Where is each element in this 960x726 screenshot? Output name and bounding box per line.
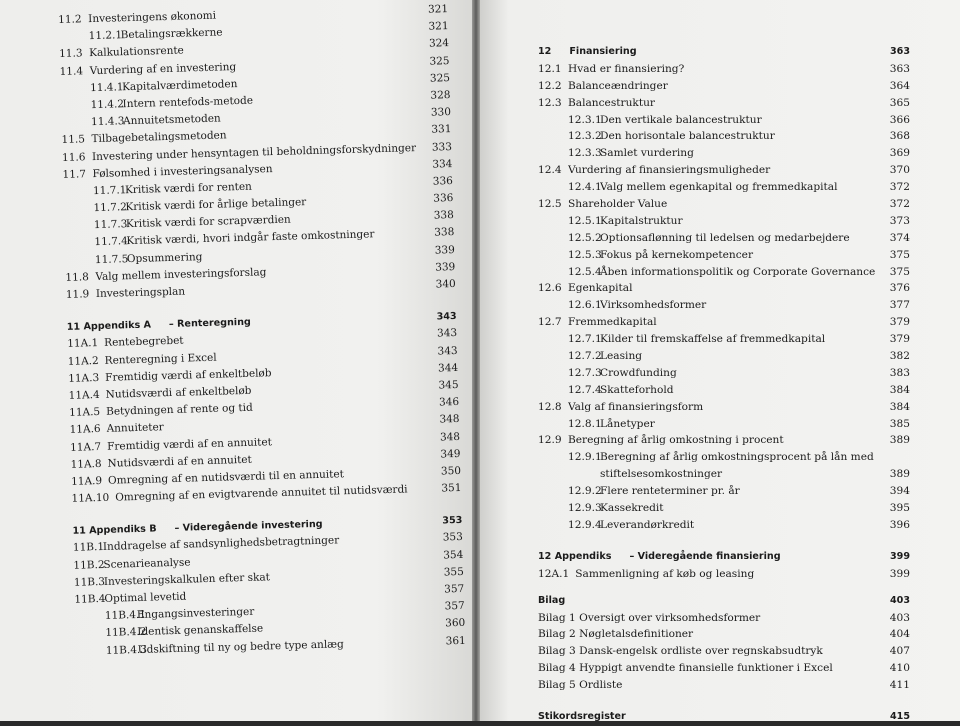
- entry-number: 12.8.1: [568, 417, 602, 430]
- entry-number: 11.4: [59, 64, 84, 78]
- toc-entry: [538, 331, 910, 348]
- entry-number: 12.7.3: [568, 366, 602, 379]
- entry-number: 12.3: [538, 96, 562, 109]
- entry-title: Skatteforhold: [600, 383, 674, 396]
- entry-title: Fokus på kernekompetencer: [600, 248, 754, 261]
- bilag-entry: [538, 643, 910, 660]
- entry-title: Rentebegrebet: [104, 334, 184, 350]
- index-heading: Stikordsregister 415: [538, 710, 910, 722]
- entry-number: 12.3.3: [568, 147, 602, 160]
- entry-number: 12.9.3: [568, 502, 602, 515]
- entry-number: 12A.1: [538, 567, 570, 580]
- entry-title: Omregning af en nutidsværdi til en annuitet: [107, 468, 345, 487]
- entry-page-number: 321: [428, 20, 449, 33]
- entry-page-number: 351: [441, 481, 462, 495]
- entry-number: 11.6: [61, 150, 86, 164]
- toc-entry: [538, 500, 910, 517]
- entry-title: Optimal levetid: [104, 590, 187, 605]
- appendix-12-heading: 12 Appendiks – Videregående finansiering 399: [538, 550, 910, 562]
- entry-title: Flere renteterminer pr. år: [600, 485, 740, 498]
- entry-page-number: 373: [889, 214, 910, 227]
- toc-entry: [538, 196, 910, 213]
- entry-title: Åben informationspolitik og Corporate Governance: [600, 265, 876, 278]
- entry-number: 12.5: [538, 198, 562, 211]
- toc-entry: [538, 517, 910, 534]
- entry-page-number: 325: [429, 71, 451, 85]
- entry-title: Annuiteter: [106, 421, 164, 436]
- entry-page-number: 379: [889, 333, 910, 346]
- entry-title: Leverandørkredit: [600, 518, 695, 531]
- book-gutter: [472, 0, 480, 721]
- entry-title: Bilag 4 Hyppigt anvendte finansielle funktioner i Excel: [538, 662, 833, 675]
- entry-number: 11.7: [62, 167, 87, 181]
- entry-number: 12.5.3: [568, 248, 602, 261]
- entry-title: Følsomhed i investeringsanalysen: [92, 162, 273, 180]
- entry-page-number: 354: [443, 548, 464, 562]
- entry-number: 11B.1: [72, 541, 105, 555]
- entry-page-number: 379: [889, 316, 910, 329]
- toc-entry: [538, 365, 910, 382]
- entry-number: 12.9.1: [568, 451, 602, 464]
- entry-number: 11.2: [58, 13, 82, 26]
- entry-number: 11.7.2: [93, 201, 128, 215]
- entry-page-number: 385: [889, 417, 910, 430]
- entry-title: Egenkapital: [568, 282, 633, 295]
- entry-page-number: 331: [431, 123, 452, 136]
- entry-number: 11A.10: [71, 491, 110, 505]
- entry-page-number: 407: [889, 645, 910, 658]
- entry-number: 11.7.4: [94, 235, 129, 249]
- entry-title: Valg mellem investeringsforslag: [95, 266, 267, 283]
- entry-page-number: 403: [889, 611, 910, 624]
- entry-number: 11.9: [65, 288, 90, 301]
- entry-title: Kassekredit: [600, 502, 664, 515]
- entry-number: 11.3: [59, 47, 83, 61]
- entry-page-number: 372: [889, 198, 910, 211]
- entry-title: Investeringsplan: [95, 285, 186, 301]
- entry-number: 12.9.4: [568, 518, 602, 531]
- entry-page-number: 384: [889, 383, 910, 396]
- entry-title: Kapitalstruktur: [600, 214, 683, 227]
- entry-number: 11B.4.2: [105, 626, 147, 640]
- bilag-entry: [538, 660, 910, 677]
- entry-title: Kritisk værdi for scrapværdien: [125, 213, 291, 231]
- entry-number: 11.8: [65, 271, 89, 284]
- entry-page-number: 375: [889, 265, 910, 278]
- entry-page-number: 336: [433, 192, 454, 205]
- entry-number: 12.7.4: [568, 383, 602, 396]
- entry-number: 11.5: [61, 133, 86, 147]
- entry-title: Engangsinvesteringer: [136, 605, 255, 622]
- toc-entry: [538, 128, 910, 145]
- entry-page-number: 370: [889, 164, 910, 177]
- entry-page-number: 325: [429, 54, 450, 68]
- entry-number: 11.4.2: [90, 98, 125, 112]
- entry-title: Kritisk værdi for årlige betalinger: [125, 196, 307, 214]
- entry-title: Kilder til fremskaffelse af fremmedkapital: [600, 333, 826, 346]
- toc-entry: [538, 382, 910, 399]
- entry-number: 12.1: [538, 62, 562, 75]
- appendix-b-heading: 11 Appendiks B – Videregående investering 353: [72, 515, 463, 538]
- entry-page-number: 383: [889, 366, 910, 379]
- entry-number: 11.2.1: [88, 29, 123, 43]
- entry-page-number: 366: [889, 113, 910, 126]
- entry-title: Identisk genanskaffelse: [137, 622, 264, 639]
- entry-number: 12.5.2: [568, 231, 602, 244]
- entry-number: 11.7.5: [94, 252, 129, 266]
- entry-title: Betalingsrækkerne: [120, 26, 223, 42]
- entry-number: 12.7: [538, 316, 562, 329]
- entry-title: Kalkulationsrente: [89, 44, 184, 60]
- bilag-heading: Bilag 403: [538, 594, 910, 606]
- entry-page-number: 338: [433, 209, 454, 222]
- entry-page-number: 411: [889, 679, 910, 692]
- entry-title: Renteregning i Excel: [104, 351, 217, 367]
- entry-number: 11B.4.1: [104, 608, 147, 623]
- entry-number: 11A.2: [67, 354, 99, 368]
- toc-entry: [538, 483, 910, 500]
- right-toc-entries: [538, 61, 910, 534]
- entry-number: 12.9: [538, 434, 562, 447]
- chapter-heading: 12 Finansiering 363: [538, 46, 910, 57]
- entry-title: Balanceændringer: [568, 79, 668, 92]
- toc-entry: [538, 416, 910, 433]
- entry-page-number: 369: [889, 147, 910, 160]
- entry-number: 12.6: [538, 282, 562, 295]
- entry-title: Intern rentefods-metode: [122, 94, 254, 111]
- entry-number: 12.5.1: [568, 214, 602, 227]
- appendix-a-entries: [67, 325, 462, 508]
- entry-number: 12.3.2: [568, 130, 602, 143]
- entry-title: Vurdering af finansieringsmuligheder: [568, 164, 771, 177]
- entry-title: Valg af finansieringsform: [568, 400, 704, 413]
- entry-page-number: 349: [440, 447, 461, 461]
- entry-title: Investering under hensyntagen til beholdningsforskydninger: [91, 141, 417, 163]
- bilag-entry: [538, 677, 910, 694]
- entry-title: Fremtidig værdi af enkeltbeløb: [105, 366, 272, 384]
- entry-page-number: 340: [435, 278, 456, 291]
- toc-entry: [538, 95, 910, 112]
- entry-number: 11.4.3: [90, 115, 125, 129]
- entry-page-number: 343: [437, 344, 458, 358]
- entry-page-number: 328: [430, 89, 451, 102]
- entry-number: 12.8: [538, 400, 562, 413]
- toc-entry: [538, 449, 910, 483]
- entry-title: Omregning af en evigtvarende annuitet til nutidsværdi: [115, 483, 408, 504]
- entry-title: Nutidsværdi af enkeltbeløb: [105, 384, 252, 401]
- entry-title: Kritisk værdi for renten: [124, 180, 253, 197]
- entry-title: Kritisk værdi, hvori indgår faste omkostninger: [126, 228, 375, 248]
- entry-page-number: 357: [444, 582, 465, 596]
- entry-title: Opsummering: [126, 250, 203, 265]
- entry-number: 12.4.1: [568, 181, 602, 194]
- toc-entry: [538, 348, 910, 365]
- entry-page-number: 350: [440, 464, 462, 478]
- entry-number: 11A.9: [70, 474, 103, 488]
- entry-page-number: 368: [889, 130, 910, 143]
- entry-title: Investeringens økonomi: [88, 9, 217, 26]
- entry-title: Fremtidig værdi af en annuitet: [106, 435, 273, 453]
- entry-number: 11A.1: [67, 337, 99, 351]
- entry-number: 12.2: [538, 79, 562, 92]
- entry-page-number: 339: [434, 243, 455, 257]
- entry-title: Optionsaflønning til ledelsen og medarbejdere: [600, 231, 850, 244]
- entry-number: 12.4: [538, 164, 562, 177]
- entry-page-number: 396: [889, 518, 910, 531]
- toc-entry: [538, 213, 910, 230]
- entry-title: Den horisontale balancestruktur: [600, 130, 775, 143]
- entry-number: 12.7.2: [568, 350, 602, 363]
- toc-entry: [538, 399, 910, 416]
- entry-title: Betydningen af rente og tid: [105, 401, 253, 418]
- entry-page-number: 357: [444, 600, 465, 613]
- entry-title: Beregning af årlig omkostning i procent: [568, 434, 784, 447]
- entry-number: 11B.4: [74, 592, 106, 606]
- entry-number: 11A.5: [69, 406, 101, 419]
- entry-title: Samlet vurdering: [600, 147, 694, 160]
- entry-title: Kapitalværdimetoden: [121, 77, 238, 93]
- entry-page-number: 343: [436, 327, 458, 340]
- entry-title: Hvad er finansiering?: [568, 62, 685, 75]
- entry-number: 12.6.1: [568, 299, 602, 312]
- bilag-entry: [538, 610, 910, 627]
- toc-entry: [538, 179, 910, 196]
- entry-number: 12.7.1: [568, 333, 602, 346]
- toc-entry: [538, 78, 910, 95]
- entry-page-number: 324: [428, 37, 450, 51]
- toc-entry: [538, 566, 910, 583]
- entry-page-number: 364: [889, 79, 910, 92]
- entry-number: 11A.6: [69, 423, 101, 437]
- entry-title: Bilag 1 Oversigt over virksomhedsformer: [538, 611, 761, 624]
- entry-title: Virksomhedsformer: [600, 299, 707, 312]
- entry-title: Fremmedkapital: [568, 316, 657, 329]
- entry-page-number: 353: [442, 531, 463, 544]
- entry-page-number: 346: [438, 396, 460, 409]
- entry-page-number: 377: [889, 299, 910, 312]
- entry-page-number: 334: [432, 157, 453, 171]
- entry-number: 11.7.1: [92, 184, 127, 197]
- entry-page-number: 395: [889, 502, 910, 515]
- entry-number: 11B.3: [73, 575, 106, 589]
- entry-page-number: 348: [439, 413, 460, 426]
- entry-page-number: 363: [889, 62, 910, 75]
- toc-entry: [538, 145, 910, 162]
- entry-page-number: 361: [445, 634, 466, 647]
- entry-title: Bilag 2 Nøgletalsdefinitioner: [538, 628, 694, 641]
- entry-page-number: 336: [432, 174, 454, 188]
- entry-page-number: 339: [435, 260, 456, 274]
- entry-title: Nutidsværdi af en annuitet: [107, 453, 252, 470]
- appendix-12-entries: [538, 566, 910, 583]
- toc-entry: [538, 247, 910, 264]
- entry-number: 11A.4: [68, 388, 100, 402]
- entry-title: Valg mellem egenkapital og fremmedkapital: [600, 181, 838, 194]
- entry-page-number: 374: [889, 231, 910, 244]
- entry-page-number: 344: [437, 361, 459, 375]
- entry-number: 11A.8: [70, 457, 102, 471]
- left-toc-entries: [58, 1, 456, 304]
- entry-page-number: 372: [889, 181, 910, 194]
- appendix-a-heading: 11 Appendiks A – Renteregning 343: [66, 311, 457, 334]
- entry-page-number: 389: [889, 434, 910, 447]
- entry-page-number: 355: [443, 565, 464, 579]
- toc-entry: [538, 432, 910, 449]
- entry-number: 11.7.3: [93, 218, 128, 232]
- bilag-entry: [538, 626, 910, 643]
- entry-page-number: 375: [889, 248, 910, 261]
- entry-title: Balancestruktur: [568, 96, 655, 109]
- entry-page-number: 333: [431, 140, 453, 154]
- right-toc: [538, 44, 910, 726]
- entry-page-number: 384: [889, 400, 910, 413]
- entry-page-number: 404: [889, 628, 910, 641]
- left-toc: [58, 1, 466, 660]
- entry-page-number: 365: [889, 96, 910, 109]
- entry-page-number: 399: [889, 567, 910, 580]
- entry-number: 11A.7: [69, 440, 102, 454]
- entry-page-number: 338: [434, 226, 455, 240]
- toc-entry: [538, 280, 910, 297]
- entry-page-number: 348: [439, 430, 461, 443]
- toc-entry: [538, 112, 910, 129]
- toc-entry: [538, 230, 910, 247]
- toc-entry: [538, 314, 910, 331]
- entry-title: Udskiftning til ny og bedre type anlæg: [137, 637, 344, 656]
- entry-title: Tilbagebetalingsmetoden: [91, 129, 227, 146]
- entry-page-number: 389: [889, 468, 910, 481]
- entry-page-number: 345: [438, 378, 459, 392]
- appendix-b-entries: [73, 529, 466, 660]
- entry-number: 12.5.4: [568, 265, 602, 278]
- entry-title: Vurdering af en investering: [89, 60, 237, 77]
- entry-number: 12.3.1: [568, 113, 602, 126]
- entry-number: 12.9.2: [568, 485, 602, 498]
- entry-title: Annuitetsmetoden: [122, 112, 221, 128]
- entry-page-number: 376: [889, 282, 910, 295]
- entry-title: Inddragelse af sandsynlighedsbetragtninger: [102, 534, 340, 554]
- entry-title: Bilag 3 Dansk-engelsk ordliste over regnskabsudtryk: [538, 645, 823, 658]
- toc-entry: [538, 162, 910, 179]
- entry-number: 11A.3: [68, 371, 100, 385]
- toc-entry: [538, 264, 910, 281]
- entry-title: Den vertikale balancestruktur: [600, 113, 762, 126]
- entry-number: 11B.4.3: [105, 643, 148, 657]
- entry-title: Lånetyper: [600, 417, 655, 430]
- entry-title: Leasing: [600, 350, 643, 363]
- entry-page-number: 382: [889, 350, 910, 363]
- entry-page-number: 394: [889, 485, 910, 498]
- entry-title: Scenarieanalyse: [103, 556, 191, 571]
- toc-entry: [538, 61, 910, 78]
- entry-page-number: 330: [430, 106, 452, 119]
- entry-title: Crowdfunding: [600, 366, 677, 379]
- bilag-entries: [538, 610, 910, 694]
- entry-number: 11B.2: [73, 558, 105, 572]
- entry-title: Sammenligning af køb og leasing: [575, 567, 755, 580]
- entry-title: Shareholder Value: [568, 198, 668, 211]
- entry-title: Beregning af årlig omkostningsprocent på lån med stiftelsesomkostninger: [600, 451, 874, 481]
- entry-page-number: 360: [445, 617, 466, 630]
- toc-entry: [538, 297, 910, 314]
- entry-title: Bilag 5 Ordliste: [538, 679, 623, 692]
- entry-page-number: 321: [427, 3, 449, 16]
- entry-title: Investeringskalkulen efter skat: [103, 571, 271, 588]
- entry-page-number: 410: [889, 662, 910, 675]
- entry-number: 11.4.1: [89, 80, 124, 94]
